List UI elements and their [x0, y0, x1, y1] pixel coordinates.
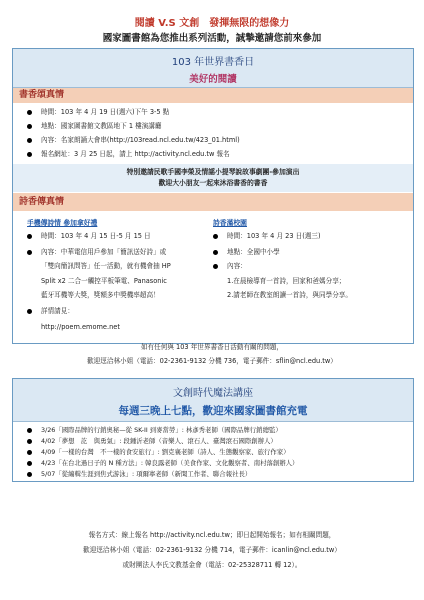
- bullet-icon: [27, 309, 32, 314]
- bullet-icon: [27, 472, 32, 477]
- section2-title: 文創時代魔法講座: [173, 388, 253, 399]
- sub-a-note-bar: [13, 164, 413, 192]
- bullet-icon: [27, 250, 32, 255]
- lecture-item-1: 4/02「夢想 訖 與勇氣」: 段鍾沂老師（音樂人、滾石人、臺灣滾石國際創辦人）: [27, 435, 277, 447]
- left-col-title: 手機傳詩情 參加拿好禮: [27, 219, 98, 227]
- lecture-item-2: 4/09「一樣的台灣 不一樣的食安旅行」: 劉克襄老師（詩人、生態觀察家、旅行作家）: [27, 446, 290, 458]
- sub-a-note-2: 歡迎大小朋友一起來沐浴書香的書香: [158, 179, 268, 187]
- left-col-item-1: 內容：中華電信用戶參加「簡訊送好詩」或: [27, 246, 166, 258]
- section-lecture: [12, 378, 414, 482]
- bullet-icon: [27, 461, 32, 466]
- bullet-icon: [27, 138, 32, 143]
- section2-footer-1: 報名方式：線上報名 http://activity.ncl.edu.tw；即日起開始報名；如有相關問題，: [88, 531, 336, 539]
- bullet-icon: [213, 250, 218, 255]
- section1-footer-2: 歡迎逕洽林小姐（電話：02-2361-9132 分機 736，電子郵件：sflin@ncl.edu.tw）: [87, 357, 337, 365]
- left-col-item-2: 「雙向簡訊問答」任一活動，就有機會抽 HP: [41, 262, 171, 270]
- right-col-item-4: 2.請老師在教室朗讀一首詩，與同學分享。: [227, 291, 352, 299]
- sub-a-item-3: 報名網址：3 月 25 日起，請上 http://activity.ncl.edu.tw 報名: [27, 148, 230, 160]
- bullet-icon: [213, 234, 218, 239]
- bullet-icon: [27, 450, 32, 455]
- section1-title: 103 年世界書香日: [171, 57, 255, 68]
- section-world-book-day: [12, 48, 414, 344]
- bullet-icon: [27, 152, 32, 157]
- section1-footer-1: 如有任何與 103 年世界書香日活動有關的問題，: [140, 343, 284, 351]
- left-col-item-3: Split x2 二合一觸控平板筆電、Panasonic: [41, 277, 167, 285]
- left-col-item-6[interactable]: http://poem.emome.net: [41, 323, 120, 331]
- lecture-item-3: 4/23「在台北過日子的 N 種方法」: 韓良露老師（美食作家、文化觀察者、南村落創辦人）: [27, 457, 298, 469]
- section1-subtitle: 美好的閱讀: [189, 74, 237, 85]
- right-col-item-2: 內容：: [213, 260, 247, 272]
- lecture-item-4: 5/07「從編輯生涯到焦式游泳」: 項爾寧老師（新聞工作者、聯合報社長）: [27, 468, 251, 480]
- right-col-title: 詩香滿校園: [213, 219, 247, 227]
- sub-a-item-1: 地點：國家圖書館文教區地下 1 樓演講廳: [27, 120, 161, 132]
- left-col-item-4: 藍牙耳機等大獎，獎額多中獎機率超高！: [41, 291, 160, 299]
- bullet-icon: [27, 428, 32, 433]
- section2-footer-3: 或財團法人李氏文教基金會（電話：02-25328711 轉 12）。: [122, 561, 302, 569]
- sub-a-heading: 書香頌真情: [13, 88, 413, 103]
- bullet-icon: [27, 439, 32, 444]
- section1-bar: [13, 49, 413, 88]
- doc-subtitle: 國家圖書館為您推出系列活動，誠摯邀請您前來參加: [102, 33, 322, 44]
- left-col-item-0: 時間：103 年 4 月 15 日-5 月 15 日: [27, 230, 151, 242]
- lecture-item-0: 3/26「國際品牌的行銷奧秘—從 SK-II 到麥當勞」: 林彥秀老師（國際品牌行銷總監）: [27, 424, 282, 436]
- right-col-item-3: 1.在晨檢導育一首詩，回家和爸媽分享；: [227, 277, 346, 285]
- bullet-icon: [27, 234, 32, 239]
- right-col-item-1: 地點：全國中小學: [213, 246, 280, 258]
- section2-subtitle: 每週三晚上七點，歡迎來國家圖書館充電: [118, 405, 308, 417]
- section2-bar: [13, 379, 413, 422]
- section2-footer-2: 歡迎逕洽林小姐（電話：02-2361-9132 分機 714，電子郵件：icanlin@ncl.edu.tw）: [83, 546, 341, 554]
- bullet-icon: [27, 110, 32, 115]
- left-col-item-5: 詳情請見：: [27, 305, 74, 317]
- right-col-item-0: 時間：103 年 4 月 23 日(週三): [213, 230, 321, 242]
- doc-title: 閱讀 V.S 文創 發揮無限的想像力: [134, 18, 290, 29]
- bullet-icon: [213, 264, 218, 269]
- sub-b-heading: 詩香傳真情: [13, 193, 413, 211]
- bullet-icon: [27, 124, 32, 129]
- sub-a-note-1: 特別邀請民歌手國李榮及情謡小提琴說故事劇團-參加演出: [126, 168, 300, 176]
- sub-a-item-0: 時間：103 年 4 月 19 日(週六)下午 3-5 點: [27, 106, 169, 118]
- sub-a-item-2: 內容：名家朗誦大會串(http://103read.ncl.edu.tw/423_01.html): [27, 134, 240, 146]
